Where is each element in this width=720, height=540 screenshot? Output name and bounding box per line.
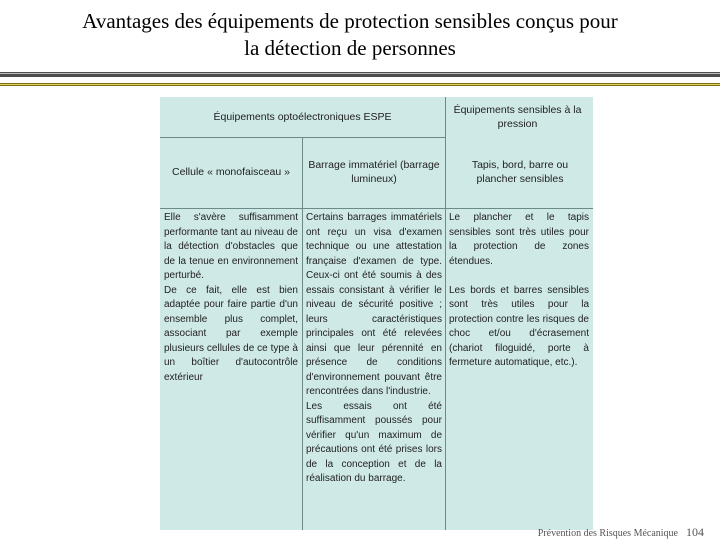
footer-text: Prévention des Risques Mécanique — [537, 528, 678, 539]
page-number: 104 — [686, 525, 704, 539]
slide-title — [0, 8, 700, 62]
title-line-2: la détection de personnes — [244, 36, 456, 60]
cell-col3-text: Le plancher et le tapis sensibles sont très utiles pour la protection de zones étendues. Les bords et barres sensibles sont très utiles pour la protection contre les risques de choc et/ou d'écrasement (chariot filoguidé, porte à fermeture automatique, etc.). — [449, 212, 589, 368]
slide-footer — [538, 525, 704, 540]
header-optoelectronic: Équipements optoélectroniques ESPE — [213, 111, 392, 123]
divider-col-barrier — [302, 137, 303, 530]
comparison-table — [160, 97, 593, 530]
subheader-barrier: Barrage immatériel (barrage lumineux) — [308, 159, 440, 185]
divider-col-pressure — [445, 97, 446, 530]
header-pressure: Équipements sensibles à la pression — [453, 104, 582, 130]
gold-divider — [0, 83, 720, 86]
divider-header-body — [160, 208, 593, 209]
cell-col2-text: Certains barrages immatériels ont reçu un visa d'examen technique ou une attestation française d'examen de type. Ceux-ci ont été soumis à des essais consistant à vérifier le niveau de sécurité positive ; leurs caractéristiques principales ont été relevées ainsi que leur pérennité en présence de conditions d'environnement pouvant être rencontrées dans l'industrie. Les essais ont été suffisamment poussés pour vérifier qu'un maximum de précautions ont été prises lors de la conception et de la réalisation du barrage. — [306, 212, 442, 484]
title-line-1: Avantages des équipements de protection sensibles conçus pour — [82, 9, 618, 33]
cell-col1-text: Elle s'avère suffisamment performante tant au niveau de la détection d'obstacles que de la tenue en environnement perturbé. De ce fait, elle est bien adaptée pour faire partie d'un ensemble plus complet, associant par exemple plusieurs cellules de ce type à un boîtier d'autocontrôle extérieur — [164, 212, 298, 383]
top-divider — [0, 72, 720, 77]
subheader-mat: Tapis, bord, barre ou plancher sensibles — [471, 159, 569, 185]
subheader-cell: Cellule « monofaisceau » — [172, 166, 290, 178]
